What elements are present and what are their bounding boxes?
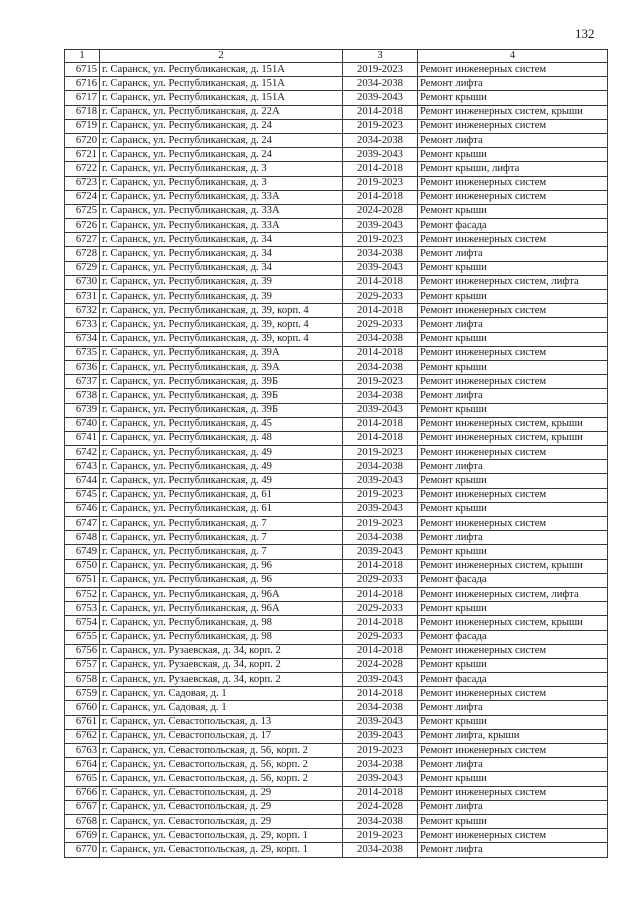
row-number-cell: 6737 <box>65 375 100 389</box>
address-cell: г. Саранск, ул. Рузаевская, д. 34, корп. 2 <box>100 658 343 672</box>
work-type-cell: Ремонт инженерных систем, лифта <box>418 275 608 289</box>
period-cell: 2019-2023 <box>343 176 418 190</box>
row-number-cell: 6736 <box>65 360 100 374</box>
work-type-cell: Ремонт инженерных систем, лифта <box>418 587 608 601</box>
period-cell: 2014-2018 <box>343 275 418 289</box>
work-type-cell: Ремонт лифта <box>418 389 608 403</box>
table-row <box>65 488 608 502</box>
table-row <box>65 616 608 630</box>
address-cell: г. Саранск, ул. Севастопольская, д. 56, корп. 2 <box>100 758 343 772</box>
table-row <box>65 758 608 772</box>
work-type-cell: Ремонт инженерных систем <box>418 687 608 701</box>
period-cell: 2039-2043 <box>343 729 418 743</box>
period-cell: 2014-2018 <box>343 587 418 601</box>
work-type-cell: Ремонт лифта <box>418 843 608 857</box>
period-cell: 2034-2038 <box>343 360 418 374</box>
table-row <box>65 360 608 374</box>
address-cell: г. Саранск, ул. Республиканская, д. 39, корп. 4 <box>100 332 343 346</box>
table-row <box>65 673 608 687</box>
period-cell: 2034-2038 <box>343 843 418 857</box>
row-number-cell: 6763 <box>65 744 100 758</box>
address-cell: г. Саранск, ул. Республиканская, д. 39, корп. 4 <box>100 318 343 332</box>
table-row <box>65 474 608 488</box>
period-cell: 2014-2018 <box>343 616 418 630</box>
address-cell: г. Саранск, ул. Севастопольская, д. 29, корп. 1 <box>100 829 343 843</box>
work-type-cell: Ремонт крыши <box>418 474 608 488</box>
table-row <box>65 389 608 403</box>
work-type-cell: Ремонт лифта, крыши <box>418 729 608 743</box>
address-cell: г. Саранск, ул. Рузаевская, д. 34, корп. 2 <box>100 644 343 658</box>
table-row <box>65 375 608 389</box>
table-row <box>65 233 608 247</box>
period-cell: 2019-2023 <box>343 375 418 389</box>
work-type-cell: Ремонт инженерных систем <box>418 644 608 658</box>
table-row <box>65 729 608 743</box>
table-row <box>65 63 608 77</box>
address-cell: г. Саранск, ул. Республиканская, д. 98 <box>100 616 343 630</box>
work-type-cell: Ремонт крыши <box>418 290 608 304</box>
period-cell: 2034-2038 <box>343 531 418 545</box>
table-row <box>65 517 608 531</box>
table-row <box>65 446 608 460</box>
table-row <box>65 460 608 474</box>
address-cell: г. Саранск, ул. Рузаевская, д. 34, корп. 2 <box>100 673 343 687</box>
row-number-cell: 6716 <box>65 77 100 91</box>
period-cell: 2034-2038 <box>343 460 418 474</box>
work-type-cell: Ремонт инженерных систем, крыши <box>418 105 608 119</box>
row-number-cell: 6751 <box>65 573 100 587</box>
address-cell: г. Саранск, ул. Республиканская, д. 39А <box>100 360 343 374</box>
row-number-cell: 6728 <box>65 247 100 261</box>
row-number-cell: 6759 <box>65 687 100 701</box>
work-type-cell: Ремонт крыши <box>418 204 608 218</box>
work-type-cell: Ремонт инженерных систем <box>418 829 608 843</box>
table-row <box>65 204 608 218</box>
address-cell: г. Саранск, ул. Республиканская, д. 7 <box>100 545 343 559</box>
address-cell: г. Саранск, ул. Республиканская, д. 61 <box>100 502 343 516</box>
work-type-cell: Ремонт инженерных систем <box>418 488 608 502</box>
period-cell: 2034-2038 <box>343 758 418 772</box>
work-type-cell: Ремонт лифта <box>418 758 608 772</box>
address-cell: г. Саранск, ул. Республиканская, д. 33А <box>100 204 343 218</box>
work-type-cell: Ремонт лифта <box>418 77 608 91</box>
row-number-cell: 6767 <box>65 800 100 814</box>
table-row <box>65 829 608 843</box>
table-row <box>65 275 608 289</box>
period-cell: 2019-2023 <box>343 63 418 77</box>
table-row <box>65 744 608 758</box>
address-cell: г. Саранск, ул. Республиканская, д. 39Б <box>100 403 343 417</box>
table-row <box>65 105 608 119</box>
row-number-cell: 6733 <box>65 318 100 332</box>
address-cell: г. Саранск, ул. Севастопольская, д. 17 <box>100 729 343 743</box>
row-number-cell: 6732 <box>65 304 100 318</box>
row-number-cell: 6731 <box>65 290 100 304</box>
work-type-cell: Ремонт лифта <box>418 701 608 715</box>
row-number-cell: 6770 <box>65 843 100 857</box>
address-cell: г. Саранск, ул. Республиканская, д. 49 <box>100 446 343 460</box>
table-row <box>65 346 608 360</box>
row-number-cell: 6768 <box>65 814 100 828</box>
period-cell: 2039-2043 <box>343 673 418 687</box>
period-cell: 2039-2043 <box>343 502 418 516</box>
work-type-cell: Ремонт инженерных систем <box>418 375 608 389</box>
work-type-cell: Ремонт инженерных систем <box>418 119 608 133</box>
work-type-cell: Ремонт инженерных систем <box>418 190 608 204</box>
work-type-cell: Ремонт крыши <box>418 502 608 516</box>
row-number-cell: 6738 <box>65 389 100 403</box>
period-cell: 2014-2018 <box>343 687 418 701</box>
table-row <box>65 786 608 800</box>
table-row <box>65 701 608 715</box>
row-number-cell: 6769 <box>65 829 100 843</box>
work-type-cell: Ремонт крыши <box>418 814 608 828</box>
address-cell: г. Саранск, ул. Республиканская, д. 7 <box>100 531 343 545</box>
repair-schedule-table <box>64 49 608 858</box>
work-type-cell: Ремонт лифта <box>418 460 608 474</box>
table-row <box>65 290 608 304</box>
address-cell: г. Саранск, ул. Республиканская, д. 24 <box>100 148 343 162</box>
row-number-cell: 6724 <box>65 190 100 204</box>
period-cell: 2039-2043 <box>343 261 418 275</box>
period-cell: 2024-2028 <box>343 658 418 672</box>
table-row <box>65 800 608 814</box>
work-type-cell: Ремонт инженерных систем, крыши <box>418 431 608 445</box>
table-row <box>65 190 608 204</box>
period-cell: 2029-2033 <box>343 630 418 644</box>
table-row <box>65 304 608 318</box>
period-cell: 2014-2018 <box>343 417 418 431</box>
work-type-cell: Ремонт инженерных систем <box>418 446 608 460</box>
address-cell: г. Саранск, ул. Республиканская, д. 24 <box>100 133 343 147</box>
table-row <box>65 403 608 417</box>
work-type-cell: Ремонт крыши <box>418 658 608 672</box>
address-cell: г. Саранск, ул. Республиканская, д. 151А <box>100 91 343 105</box>
period-cell: 2039-2043 <box>343 219 418 233</box>
period-cell: 2029-2033 <box>343 573 418 587</box>
work-type-cell: Ремонт инженерных систем, крыши <box>418 417 608 431</box>
period-cell: 2019-2023 <box>343 446 418 460</box>
work-type-cell: Ремонт крыши <box>418 602 608 616</box>
work-type-cell: Ремонт крыши <box>418 148 608 162</box>
work-type-cell: Ремонт крыши <box>418 91 608 105</box>
row-number-cell: 6761 <box>65 715 100 729</box>
table-row <box>65 417 608 431</box>
work-type-cell: Ремонт фасада <box>418 673 608 687</box>
table-row <box>65 77 608 91</box>
work-type-cell: Ремонт лифта <box>418 247 608 261</box>
period-cell: 2029-2033 <box>343 318 418 332</box>
period-cell: 2019-2023 <box>343 744 418 758</box>
work-type-cell: Ремонт инженерных систем, крыши <box>418 559 608 573</box>
table-row <box>65 687 608 701</box>
work-type-cell: Ремонт инженерных систем <box>418 346 608 360</box>
row-number-cell: 6758 <box>65 673 100 687</box>
row-number-cell: 6725 <box>65 204 100 218</box>
work-type-cell: Ремонт лифта <box>418 133 608 147</box>
work-type-cell: Ремонт инженерных систем <box>418 63 608 77</box>
row-number-cell: 6755 <box>65 630 100 644</box>
table-row <box>65 630 608 644</box>
address-cell: г. Саранск, ул. Республиканская, д. 98 <box>100 630 343 644</box>
table-row <box>65 133 608 147</box>
table-row <box>65 332 608 346</box>
period-cell: 2014-2018 <box>343 644 418 658</box>
address-cell: г. Саранск, ул. Севастопольская, д. 29 <box>100 800 343 814</box>
table-row <box>65 531 608 545</box>
period-cell: 2039-2043 <box>343 474 418 488</box>
period-cell: 2029-2033 <box>343 290 418 304</box>
table-row <box>65 162 608 176</box>
row-number-cell: 6741 <box>65 431 100 445</box>
period-cell: 2014-2018 <box>343 162 418 176</box>
table-row <box>65 772 608 786</box>
work-type-cell: Ремонт крыши <box>418 360 608 374</box>
work-type-cell: Ремонт крыши <box>418 715 608 729</box>
table-header-row <box>65 50 608 63</box>
work-type-cell: Ремонт инженерных систем <box>418 233 608 247</box>
address-cell: г. Саранск, ул. Севастопольская, д. 29 <box>100 786 343 800</box>
period-cell: 2019-2023 <box>343 829 418 843</box>
work-type-cell: Ремонт инженерных систем <box>418 517 608 531</box>
period-cell: 2034-2038 <box>343 701 418 715</box>
table-row <box>65 644 608 658</box>
address-cell: г. Саранск, ул. Севастопольская, д. 56, корп. 2 <box>100 772 343 786</box>
table-row <box>65 247 608 261</box>
row-number-cell: 6715 <box>65 63 100 77</box>
table-row <box>65 176 608 190</box>
table-row <box>65 119 608 133</box>
period-cell: 2039-2043 <box>343 403 418 417</box>
row-number-cell: 6729 <box>65 261 100 275</box>
address-cell: г. Саранск, ул. Республиканская, д. 24 <box>100 119 343 133</box>
period-cell: 2019-2023 <box>343 488 418 502</box>
address-cell: г. Саранск, ул. Республиканская, д. 49 <box>100 460 343 474</box>
table-row <box>65 658 608 672</box>
row-number-cell: 6742 <box>65 446 100 460</box>
row-number-cell: 6723 <box>65 176 100 190</box>
row-number-cell: 6757 <box>65 658 100 672</box>
work-type-cell: Ремонт фасада <box>418 219 608 233</box>
address-cell: г. Саранск, ул. Республиканская, д. 39, корп. 4 <box>100 304 343 318</box>
row-number-cell: 6726 <box>65 219 100 233</box>
address-cell: г. Саранск, ул. Республиканская, д. 3 <box>100 162 343 176</box>
period-cell: 2034-2038 <box>343 133 418 147</box>
row-number-cell: 6754 <box>65 616 100 630</box>
period-cell: 2024-2028 <box>343 800 418 814</box>
row-number-cell: 6749 <box>65 545 100 559</box>
address-cell: г. Саранск, ул. Республиканская, д. 48 <box>100 431 343 445</box>
period-cell: 2039-2043 <box>343 91 418 105</box>
row-number-cell: 6753 <box>65 602 100 616</box>
table-row <box>65 91 608 105</box>
address-cell: г. Саранск, ул. Республиканская, д. 33А <box>100 190 343 204</box>
address-cell: г. Саранск, ул. Севастопольская, д. 29 <box>100 814 343 828</box>
work-type-cell: Ремонт инженерных систем <box>418 304 608 318</box>
work-type-cell: Ремонт лифта <box>418 531 608 545</box>
work-type-cell: Ремонт фасада <box>418 630 608 644</box>
table-body <box>65 63 608 858</box>
address-cell: г. Саранск, ул. Садовая, д. 1 <box>100 701 343 715</box>
period-cell: 2039-2043 <box>343 772 418 786</box>
row-number-cell: 6722 <box>65 162 100 176</box>
row-number-cell: 6739 <box>65 403 100 417</box>
row-number-cell: 6740 <box>65 417 100 431</box>
row-number-cell: 6747 <box>65 517 100 531</box>
row-number-cell: 6750 <box>65 559 100 573</box>
table-row <box>65 502 608 516</box>
row-number-cell: 6746 <box>65 502 100 516</box>
address-cell: г. Саранск, ул. Республиканская, д. 34 <box>100 233 343 247</box>
address-cell: г. Саранск, ул. Севастопольская, д. 56, корп. 2 <box>100 744 343 758</box>
period-cell: 2034-2038 <box>343 77 418 91</box>
table-row <box>65 219 608 233</box>
column-header-number: 1 <box>65 50 100 63</box>
table-row <box>65 431 608 445</box>
work-type-cell: Ремонт инженерных систем <box>418 786 608 800</box>
column-header-period: 3 <box>343 50 418 63</box>
address-cell: г. Саранск, ул. Республиканская, д. 7 <box>100 517 343 531</box>
work-type-cell: Ремонт крыши <box>418 261 608 275</box>
period-cell: 2014-2018 <box>343 304 418 318</box>
work-type-cell: Ремонт фасада <box>418 573 608 587</box>
address-cell: г. Саранск, ул. Республиканская, д. 39Б <box>100 389 343 403</box>
period-cell: 2034-2038 <box>343 247 418 261</box>
period-cell: 2034-2038 <box>343 389 418 403</box>
column-header-address: 2 <box>100 50 343 63</box>
table-row <box>65 843 608 857</box>
work-type-cell: Ремонт крыши <box>418 772 608 786</box>
table-row <box>65 715 608 729</box>
row-number-cell: 6734 <box>65 332 100 346</box>
address-cell: г. Саранск, ул. Республиканская, д. 96 <box>100 559 343 573</box>
work-type-cell: Ремонт лифта <box>418 318 608 332</box>
address-cell: г. Саранск, ул. Севастопольская, д. 13 <box>100 715 343 729</box>
address-cell: г. Саранск, ул. Республиканская, д. 96А <box>100 602 343 616</box>
address-cell: г. Саранск, ул. Республиканская, д. 151А <box>100 77 343 91</box>
address-cell: г. Саранск, ул. Республиканская, д. 39А <box>100 346 343 360</box>
address-cell: г. Саранск, ул. Республиканская, д. 151А <box>100 63 343 77</box>
address-cell: г. Саранск, ул. Республиканская, д. 39 <box>100 290 343 304</box>
period-cell: 2039-2043 <box>343 545 418 559</box>
period-cell: 2034-2038 <box>343 332 418 346</box>
period-cell: 2039-2043 <box>343 715 418 729</box>
address-cell: г. Саранск, ул. Республиканская, д. 22А <box>100 105 343 119</box>
address-cell: г. Саранск, ул. Республиканская, д. 3 <box>100 176 343 190</box>
row-number-cell: 6762 <box>65 729 100 743</box>
work-type-cell: Ремонт крыши, лифта <box>418 162 608 176</box>
table-row <box>65 602 608 616</box>
row-number-cell: 6765 <box>65 772 100 786</box>
row-number-cell: 6764 <box>65 758 100 772</box>
table-row <box>65 148 608 162</box>
row-number-cell: 6719 <box>65 119 100 133</box>
work-type-cell: Ремонт инженерных систем, крыши <box>418 616 608 630</box>
row-number-cell: 6760 <box>65 701 100 715</box>
row-number-cell: 6756 <box>65 644 100 658</box>
period-cell: 2014-2018 <box>343 559 418 573</box>
work-type-cell: Ремонт лифта <box>418 800 608 814</box>
period-cell: 2034-2038 <box>343 814 418 828</box>
period-cell: 2019-2023 <box>343 517 418 531</box>
address-cell: г. Саранск, ул. Республиканская, д. 34 <box>100 261 343 275</box>
work-type-cell: Ремонт инженерных систем <box>418 744 608 758</box>
row-number-cell: 6718 <box>65 105 100 119</box>
row-number-cell: 6752 <box>65 587 100 601</box>
row-number-cell: 6735 <box>65 346 100 360</box>
row-number-cell: 6766 <box>65 786 100 800</box>
address-cell: г. Саранск, ул. Республиканская, д. 34 <box>100 247 343 261</box>
period-cell: 2029-2033 <box>343 602 418 616</box>
row-number-cell: 6748 <box>65 531 100 545</box>
page-number: 132 <box>575 26 595 41</box>
column-header-work-type: 4 <box>418 50 608 63</box>
work-type-cell: Ремонт крыши <box>418 545 608 559</box>
period-cell: 2019-2023 <box>343 119 418 133</box>
address-cell: г. Саранск, ул. Республиканская, д. 33А <box>100 219 343 233</box>
table-row <box>65 559 608 573</box>
table-row <box>65 545 608 559</box>
row-number-cell: 6721 <box>65 148 100 162</box>
row-number-cell: 6744 <box>65 474 100 488</box>
table-row <box>65 318 608 332</box>
row-number-cell: 6745 <box>65 488 100 502</box>
period-cell: 2039-2043 <box>343 148 418 162</box>
table-row <box>65 587 608 601</box>
row-number-cell: 6727 <box>65 233 100 247</box>
work-type-cell: Ремонт крыши <box>418 332 608 346</box>
work-type-cell: Ремонт инженерных систем <box>418 176 608 190</box>
address-cell: г. Саранск, ул. Республиканская, д. 39 <box>100 275 343 289</box>
table-row <box>65 814 608 828</box>
work-type-cell: Ремонт крыши <box>418 403 608 417</box>
address-cell: г. Саранск, ул. Республиканская, д. 96 <box>100 573 343 587</box>
address-cell: г. Саранск, ул. Республиканская, д. 49 <box>100 474 343 488</box>
address-cell: г. Саранск, ул. Садовая, д. 1 <box>100 687 343 701</box>
period-cell: 2014-2018 <box>343 190 418 204</box>
address-cell: г. Саранск, ул. Республиканская, д. 96А <box>100 587 343 601</box>
period-cell: 2014-2018 <box>343 431 418 445</box>
address-cell: г. Саранск, ул. Республиканская, д. 45 <box>100 417 343 431</box>
address-cell: г. Саранск, ул. Севастопольская, д. 29, корп. 1 <box>100 843 343 857</box>
period-cell: 2024-2028 <box>343 204 418 218</box>
address-cell: г. Саранск, ул. Республиканская, д. 61 <box>100 488 343 502</box>
period-cell: 2014-2018 <box>343 786 418 800</box>
period-cell: 2019-2023 <box>343 233 418 247</box>
row-number-cell: 6717 <box>65 91 100 105</box>
row-number-cell: 6720 <box>65 133 100 147</box>
period-cell: 2014-2018 <box>343 105 418 119</box>
row-number-cell: 6730 <box>65 275 100 289</box>
row-number-cell: 6743 <box>65 460 100 474</box>
table-row <box>65 261 608 275</box>
table-row <box>65 573 608 587</box>
address-cell: г. Саранск, ул. Республиканская, д. 39Б <box>100 375 343 389</box>
period-cell: 2014-2018 <box>343 346 418 360</box>
